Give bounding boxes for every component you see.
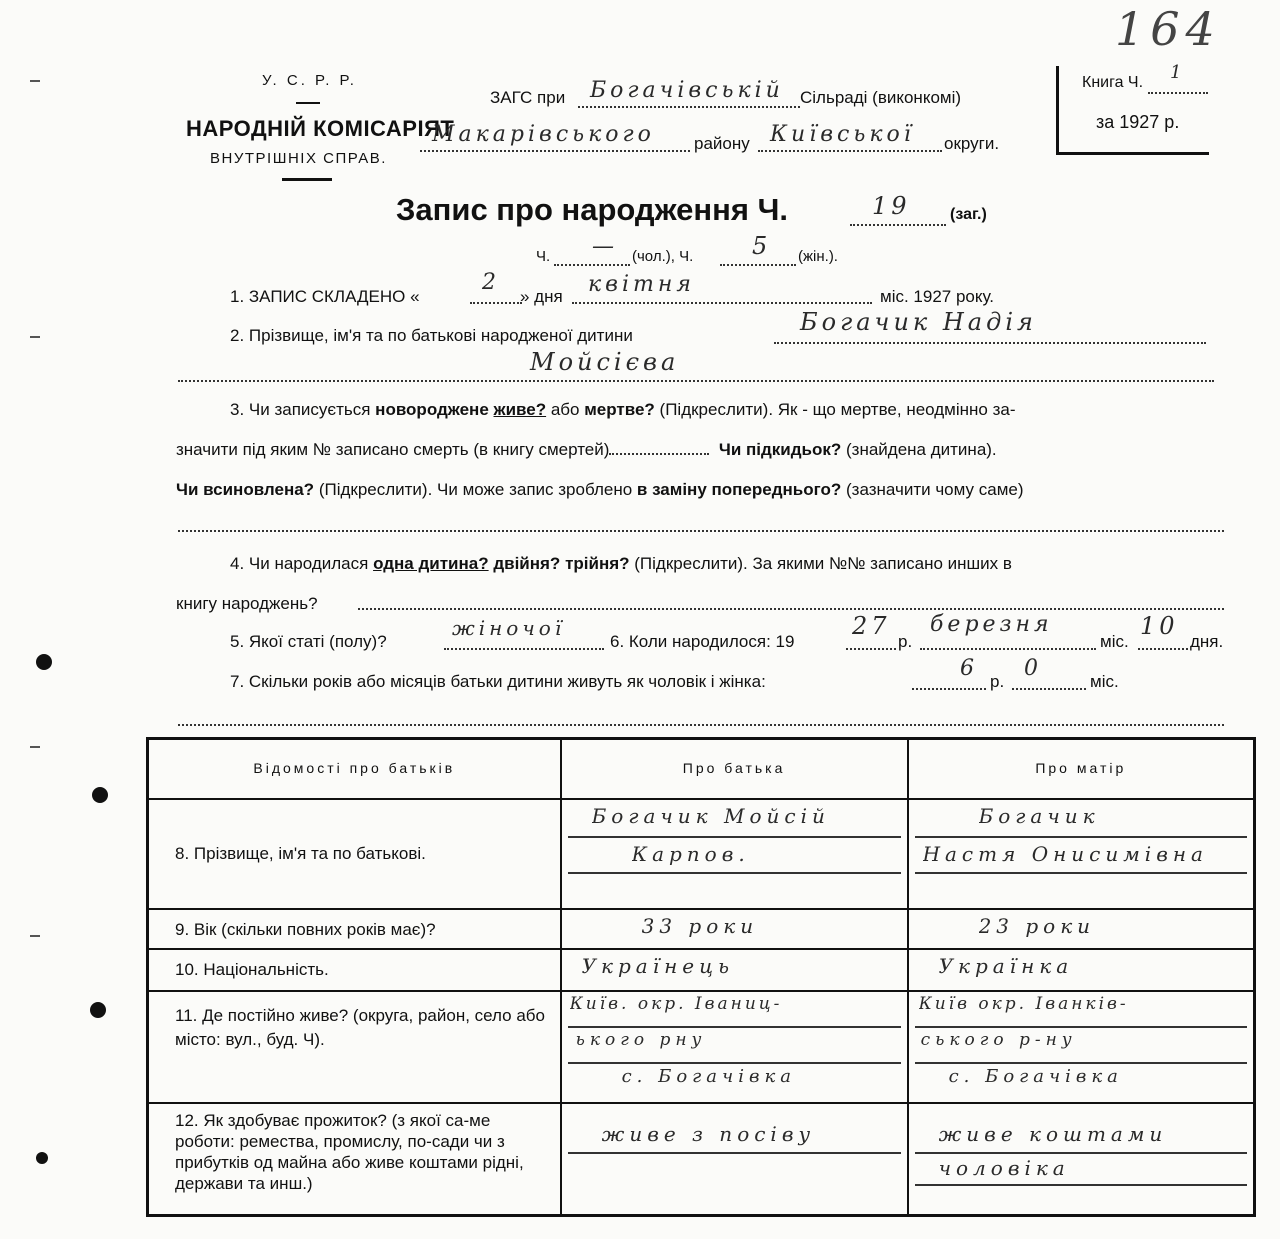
mother-residence-handwritten-2: ського р-ну bbox=[920, 1030, 1077, 1050]
text: двійня? bbox=[493, 554, 561, 573]
father-name-handwritten-1: Богачик Мойсій bbox=[591, 804, 830, 828]
field-line bbox=[609, 453, 709, 455]
item3-line2 bbox=[176, 440, 997, 460]
item1-day-label: » дня bbox=[520, 287, 563, 306]
item2-label: 2. Прізвище, ім'я та по батькові народженої дитини bbox=[230, 326, 633, 345]
cell-line bbox=[568, 836, 901, 838]
item2-patronymic-handwritten: Мойсієва bbox=[530, 348, 680, 376]
text: Чи всиновлена? bbox=[176, 480, 315, 499]
text: або bbox=[550, 400, 580, 419]
margin-mark bbox=[30, 935, 40, 937]
page-number: 164 bbox=[1115, 2, 1221, 56]
cell-line bbox=[568, 1152, 901, 1154]
field-line bbox=[178, 530, 1224, 532]
row-label-nationality: 10. Національність. bbox=[148, 949, 561, 991]
father-residence-handwritten-2: ького рну bbox=[575, 1030, 707, 1050]
text: живе? bbox=[493, 400, 547, 419]
field-line bbox=[774, 342, 1206, 344]
mother-age-handwritten: 23 роки bbox=[978, 914, 1096, 938]
field-line bbox=[470, 302, 522, 304]
text: (знайдена дитина). bbox=[846, 440, 997, 459]
parents-table bbox=[146, 737, 1256, 1217]
okruha-label: округи. bbox=[944, 134, 1000, 153]
table-row bbox=[148, 1103, 1255, 1216]
item5-label: 5. Якої статі (полу)? bbox=[230, 632, 387, 651]
district-handwritten: Макарівського bbox=[432, 122, 655, 147]
table-row bbox=[148, 909, 1255, 949]
table-row bbox=[148, 949, 1255, 991]
margin-mark bbox=[30, 746, 40, 748]
field-line bbox=[920, 648, 1096, 650]
item1-suffix: міс. 1927 року. bbox=[880, 287, 995, 306]
field-line bbox=[850, 224, 946, 226]
mother-livelihood-handwritten-1: живе коштами bbox=[938, 1122, 1168, 1146]
district-label: району bbox=[694, 134, 750, 153]
item4-line1 bbox=[230, 554, 1012, 574]
text: (Підкреслити). За якими №№ записано инших в bbox=[634, 554, 1012, 573]
field-line bbox=[178, 724, 1224, 726]
punch-hole bbox=[36, 654, 52, 670]
text: (зазначити чому саме) bbox=[845, 480, 1024, 499]
row-label-residence: 11. Де постійно живе? (округа, район, село або місто: вул., буд. Ч). bbox=[148, 991, 561, 1103]
row-label-livelihood: 12. Як здобуває прожиток? (з якої са-ме роботи: ремества, промислу, по-сади чи з прибутків од майна або живе коштами рідні, держави та инш.) bbox=[148, 1103, 561, 1216]
item4-line2: книгу народжень? bbox=[176, 594, 318, 613]
cell-line bbox=[568, 1062, 901, 1064]
field-line bbox=[572, 302, 872, 304]
table-row bbox=[148, 799, 1255, 909]
father-name-cell bbox=[561, 799, 908, 909]
father-age-cell bbox=[561, 909, 908, 949]
cell-line bbox=[915, 1026, 1247, 1028]
item6-day-label: дня. bbox=[1190, 632, 1224, 651]
divider bbox=[296, 102, 320, 104]
field-line bbox=[178, 380, 1214, 382]
field-line bbox=[1012, 688, 1086, 690]
book-number-handwritten: 1 bbox=[1170, 62, 1186, 83]
cell-line bbox=[915, 1062, 1247, 1064]
text: трійня? bbox=[565, 554, 630, 573]
father-age-handwritten: 33 роки bbox=[641, 914, 759, 938]
mother-name-cell bbox=[908, 799, 1255, 909]
text: новороджене bbox=[375, 400, 489, 419]
item7-years-handwritten: 6 bbox=[960, 656, 978, 681]
text: одна дитина? bbox=[373, 554, 489, 573]
item1-label: 1. ЗАПИС СКЛАДЕНО « bbox=[230, 287, 420, 306]
field-line bbox=[1138, 648, 1188, 650]
father-nationality-handwritten: Українець bbox=[581, 954, 734, 978]
male-count-handwritten: — bbox=[592, 234, 618, 259]
mother-nationality-cell bbox=[908, 949, 1255, 991]
father-residence-handwritten-1: Київ. окр. Іваниц- bbox=[569, 994, 783, 1014]
village-council-label: Сільраді (виконкомі) bbox=[800, 88, 962, 107]
mother-name-handwritten-2: Настя Онисимівна bbox=[922, 842, 1208, 866]
header-mother: Про матір bbox=[908, 739, 1255, 800]
field-line bbox=[444, 648, 604, 650]
text: значити під яким № записано смерть (в книгу смертей) bbox=[176, 440, 610, 459]
field-line bbox=[758, 150, 942, 152]
punch-hole bbox=[90, 1002, 106, 1018]
text: (Підкреслити). Як - що мертве, неодмінно за- bbox=[659, 400, 1016, 419]
table-header-row bbox=[148, 739, 1255, 800]
item7-label: 7. Скільки років або місяців батьки дитини живуть як чоловік і жінка: bbox=[230, 672, 766, 691]
zags-label: ЗАГС при bbox=[490, 88, 566, 107]
father-name-handwritten-2: Карпов. bbox=[631, 842, 750, 866]
field-line bbox=[912, 688, 986, 690]
father-residence-cell bbox=[561, 991, 908, 1103]
father-livelihood-cell bbox=[561, 1103, 908, 1216]
text: 3. Чи записується bbox=[230, 400, 371, 419]
header-father: Про батька bbox=[561, 739, 908, 800]
margin-mark bbox=[30, 336, 40, 338]
mother-residence-handwritten-1: Київ окр. Іванків- bbox=[918, 994, 1129, 1014]
sub-ch-label: Ч. bbox=[536, 248, 551, 265]
item2-name-handwritten: Богачик Надія bbox=[800, 308, 1037, 336]
cell-line bbox=[915, 1152, 1247, 1154]
punch-hole bbox=[92, 787, 108, 803]
item6-month-label: міс. bbox=[1100, 632, 1129, 651]
cell-line bbox=[915, 836, 1247, 838]
item7-years-label: р. bbox=[990, 672, 1005, 691]
commissariat-title: НАРОДНІЙ КОМІСАРІЯТ bbox=[186, 116, 455, 141]
cell-line bbox=[915, 872, 1247, 874]
header-info: Відомості про батьків bbox=[148, 739, 561, 800]
mother-residence-handwritten-3: с. Богачівка bbox=[948, 1066, 1123, 1087]
text: (Підкреслити). Чи може запис зроблено bbox=[318, 480, 633, 499]
department-label: ВНУТРІШНІХ СПРАВ. bbox=[210, 150, 387, 167]
record-number-handwritten: 19 bbox=[872, 192, 911, 220]
item7-months-handwritten: 0 bbox=[1024, 656, 1042, 681]
mother-residence-cell bbox=[908, 991, 1255, 1103]
field-line bbox=[846, 648, 896, 650]
row-label-name: 8. Прізвище, ім'я та по батькові. bbox=[148, 799, 561, 909]
field-line bbox=[578, 106, 800, 108]
male-label: (чол.), Ч. bbox=[632, 248, 694, 265]
mother-name-handwritten-1: Богачик bbox=[978, 804, 1100, 828]
field-line bbox=[358, 608, 1224, 610]
female-count-handwritten: 5 bbox=[752, 232, 772, 260]
item6-year-label: р. bbox=[898, 632, 913, 651]
item5-sex-handwritten: жіночої bbox=[452, 616, 566, 640]
item3-line3 bbox=[176, 480, 1024, 500]
record-title: Запис про народження Ч. bbox=[396, 192, 788, 227]
female-label: (жін.). bbox=[798, 248, 838, 265]
item1-month-handwritten: квітня bbox=[588, 272, 695, 297]
text: в заміну попереднього? bbox=[636, 480, 842, 499]
table-row bbox=[148, 991, 1255, 1103]
book-label: Книга Ч. bbox=[1082, 74, 1144, 91]
field-line bbox=[554, 264, 630, 266]
republic-label: У. С. Р. Р. bbox=[262, 72, 357, 89]
book-year: за 1927 р. bbox=[1096, 112, 1180, 132]
text: Чи підкидьок? bbox=[718, 440, 842, 459]
field-line bbox=[420, 150, 690, 152]
father-livelihood-handwritten: живе з посіву bbox=[601, 1122, 816, 1146]
mother-nationality-handwritten: Українка bbox=[938, 954, 1074, 978]
margin-mark bbox=[30, 80, 40, 82]
cell-line bbox=[915, 1184, 1247, 1186]
item6-month-handwritten: березня bbox=[930, 612, 1053, 637]
item6-year-handwritten: 27 bbox=[852, 612, 891, 640]
record-suffix: (заг.) bbox=[950, 206, 987, 223]
item6-label: 6. Коли народилося: 19 bbox=[610, 632, 795, 651]
cell-line bbox=[568, 1026, 901, 1028]
item7-months-label: міс. bbox=[1090, 672, 1119, 691]
item1-day-handwritten: 2 bbox=[482, 270, 500, 295]
father-nationality-cell bbox=[561, 949, 908, 991]
item3-line1 bbox=[230, 400, 1016, 420]
field-line bbox=[720, 264, 796, 266]
okruha-handwritten: Київської bbox=[770, 122, 915, 147]
mother-age-cell bbox=[908, 909, 1255, 949]
text: мертве? bbox=[584, 400, 655, 419]
item6-day-handwritten: 10 bbox=[1140, 612, 1179, 640]
field-line bbox=[1148, 92, 1208, 94]
row-label-age: 9. Вік (скільки повних років має)? bbox=[148, 909, 561, 949]
mother-livelihood-cell bbox=[908, 1103, 1255, 1216]
father-residence-handwritten-3: с. Богачівка bbox=[621, 1066, 796, 1087]
village-handwritten: Богачівській bbox=[590, 78, 784, 103]
text: 4. Чи народилася bbox=[230, 554, 369, 573]
divider bbox=[282, 178, 332, 181]
mother-livelihood-handwritten-2: чоловіка bbox=[938, 1156, 1070, 1180]
cell-line bbox=[568, 872, 901, 874]
punch-hole bbox=[36, 1152, 48, 1164]
